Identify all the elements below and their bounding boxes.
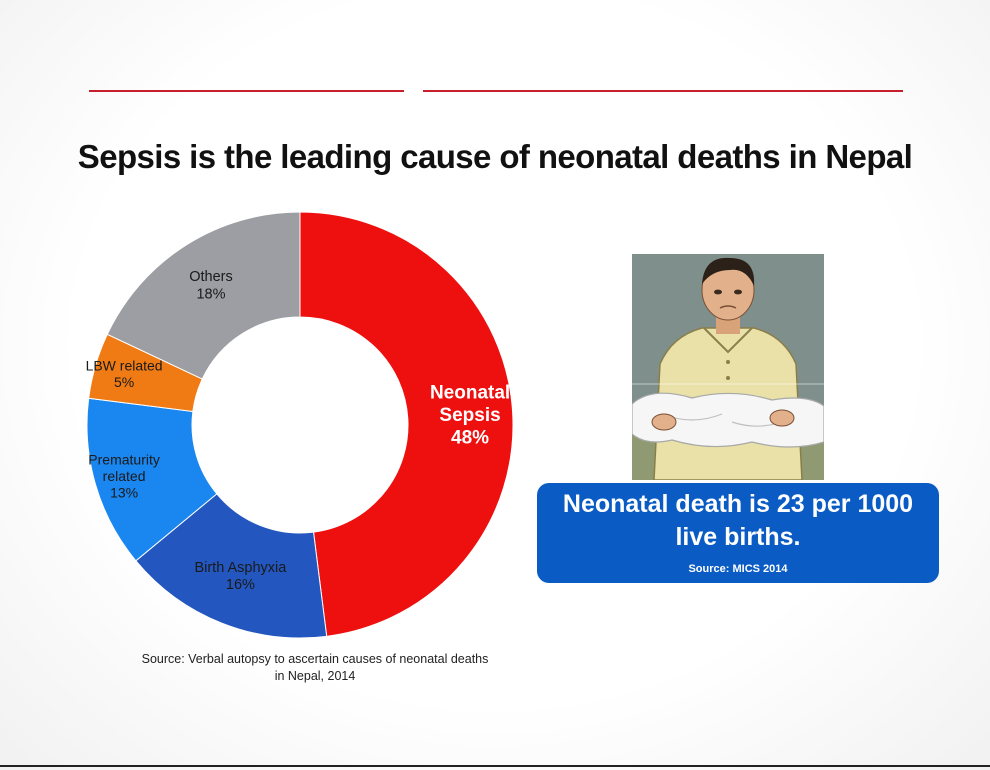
donut-label-lbw-related: LBW related 5% <box>85 357 163 391</box>
donut-label-birth-asphyxia: Birth Asphyxia 16% <box>194 560 287 594</box>
neonatal-deaths-donut-chart <box>80 205 520 645</box>
grieving-father-illustration <box>632 254 824 480</box>
donut-label-others: Others 18% <box>189 269 233 303</box>
chart-source: Source: Verbal autopsy to ascertain causes of neonatal deaths in Nepal, 2014 <box>141 652 489 683</box>
stat-source: Source: MICS 2014 <box>688 563 788 575</box>
donut-label-neonatal-sepsis: Neonatal Sepsis 48% <box>429 382 511 449</box>
donut-label-prematurity-related: Prematurity related 13% <box>88 451 160 501</box>
neonatal-death-rate-text: Neonatal death is 23 per 1000 live births. <box>562 490 914 551</box>
neonatal-death-rate-callout <box>537 483 939 583</box>
header-rule-right <box>423 90 903 92</box>
header-rule-left <box>89 90 404 92</box>
slide-title: Sepsis is the leading cause of neonatal deaths in Nepal <box>77 138 913 175</box>
bottom-border <box>0 765 990 767</box>
